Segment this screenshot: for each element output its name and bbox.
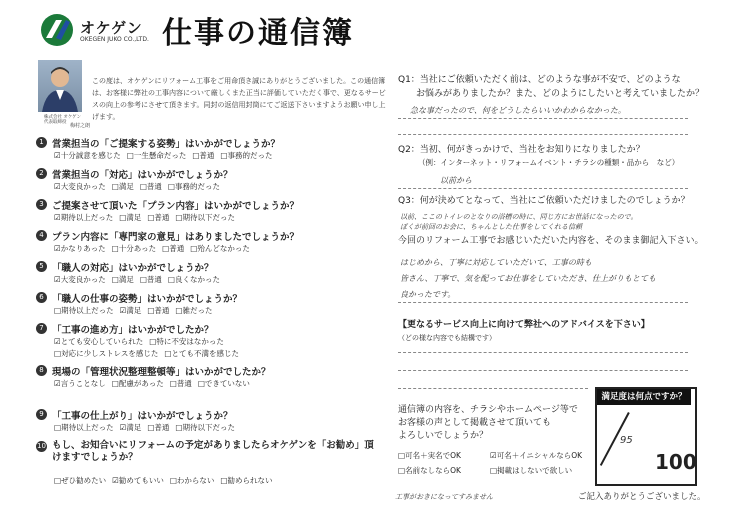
question-number: 6	[36, 292, 47, 303]
ceo-photo	[38, 60, 82, 112]
question-text: もし、お知合いにリフォームの予定がありましたらオケゲンを「お勧め」頂けますでしょうか？	[52, 440, 374, 463]
question-number: 1	[36, 137, 47, 148]
option-row	[54, 378, 256, 389]
answer-option[interactable]: □とても不満を感じた	[164, 349, 239, 358]
q2-answer: 以前から	[440, 176, 472, 185]
ceo-title: 株式会社 オケゲン 代表取締役	[44, 115, 82, 125]
option-row	[54, 274, 226, 285]
ceo-name: 梅村之朗	[70, 123, 91, 129]
thanks-text: ご記入ありがとうございました。	[578, 492, 706, 502]
option-row	[54, 150, 279, 161]
question-text: 「職人の仕事の姿勢」はいかがでしょうか？	[52, 294, 243, 305]
answer-option[interactable]: □良くなかった	[167, 275, 221, 284]
consent-option-4[interactable]: □掲載はしないで欲しい	[490, 466, 573, 475]
answer-option[interactable]: □期待以下だった	[175, 423, 236, 432]
answer-option[interactable]: □普通	[192, 151, 215, 160]
answer-option[interactable]: □十分あった	[111, 244, 157, 253]
question-number: 2	[36, 168, 47, 179]
answer-option[interactable]: □できていない	[197, 379, 250, 388]
answer-option[interactable]: □普通	[169, 379, 192, 388]
score-heading: 満足度は何点ですか？	[597, 389, 691, 405]
option-row	[54, 475, 279, 486]
q1-text: Q1：当社にご依頼いただく前は、どのような事が不安で、どのような お悩みがありましたか？また、どのようにしたいと考えていましたか？	[398, 75, 705, 99]
answer-option[interactable]: □期待以上だった	[54, 423, 114, 432]
answer-option[interactable]: □事務的だった	[167, 182, 221, 191]
answer-option[interactable]: ☑満足	[119, 423, 142, 432]
question-text: 「工事の進め方」はいかがでしたか？	[52, 325, 214, 336]
consent-text: 通信簿の内容を、チラシやホームページ等で お客様の声として掲載させて頂いても よろしいでしょうか？	[398, 405, 578, 441]
answer-option[interactable]: ☑大変良かった	[54, 275, 106, 284]
option-row	[54, 212, 241, 223]
answer-option[interactable]: □殆んどなかった	[190, 244, 250, 253]
question-number: 8	[36, 365, 47, 376]
footer-handwriting: 工事がおきになってすみません	[395, 493, 493, 501]
advice-heading: 【更なるサービス向上に向けて弊社へのアドバイスを下さい】	[398, 320, 650, 330]
answer-option[interactable]: □対応に少しストレスを感じた	[54, 349, 159, 358]
q3-text: Q3：何が決めてとなって、当社にご依頼いただけましたのでしょうか？	[398, 196, 690, 206]
answer-option[interactable]: □勧められない	[220, 476, 273, 485]
answer-option[interactable]: □満足	[119, 213, 142, 222]
answer-line	[398, 134, 688, 135]
advice-line	[398, 388, 588, 389]
advice-line	[398, 352, 688, 353]
question-text: ご提案させて頂いた「プラン内容」はいかがでしょうか？	[52, 201, 300, 212]
option-row	[54, 422, 241, 433]
answer-option[interactable]: ☑言うことなし	[54, 379, 106, 388]
question-number: 9	[36, 409, 47, 420]
option-row	[54, 336, 230, 347]
option-row	[54, 243, 256, 254]
company-name-en: OKEGEN JUKO CO.,LTD.	[80, 36, 149, 43]
answer-option[interactable]: □満足	[111, 182, 134, 191]
option-row	[54, 348, 245, 359]
answer-option[interactable]: □普通	[139, 182, 162, 191]
advice-line	[398, 370, 688, 371]
answer-option[interactable]: ☑十分誠意を感じた	[54, 151, 121, 160]
consent-option-2[interactable]: ☑可名＋イニシャルならOK	[490, 451, 583, 460]
answer-option[interactable]: □普通	[147, 423, 170, 432]
option-row	[54, 305, 219, 316]
logo-icon	[38, 12, 76, 48]
answer-line	[398, 118, 688, 119]
q1-answer: 急な事だったので、何をどうしたらいいかわからなかった。	[410, 106, 626, 115]
q3-answer-2: ぼくが前回のお会に、ちゃんとした仕事をしてくれる信頼	[400, 223, 582, 231]
q3-answer-1: 以前、ここのトイレのとなりの浴槽の時に、同じ方にお世話になったので。	[400, 213, 638, 221]
answer-option[interactable]: ☑とても安心していられた	[54, 337, 144, 346]
question-number: 5	[36, 261, 47, 272]
question-text: 「職人の対応」はいかがでしょうか？	[52, 263, 214, 274]
q4-answer-3: 良かったです。	[400, 290, 456, 299]
answer-option[interactable]: ☑かなりあった	[54, 244, 106, 253]
answer-option[interactable]: □特に不安はなかった	[149, 337, 224, 346]
question-number: 10	[37, 442, 46, 450]
answer-option[interactable]: ☑勧めてもいい	[112, 476, 164, 485]
question-number: 3	[36, 199, 47, 210]
q2-example: （例：インターネット・リフォームイベント・チラシの種類・品から など）	[418, 158, 680, 167]
answer-option[interactable]: □普通	[139, 275, 162, 284]
answer-option[interactable]: □わからない	[169, 476, 215, 485]
answer-option[interactable]: □期待以上だった	[54, 306, 114, 315]
answer-option[interactable]: □普通	[147, 306, 170, 315]
score-value: 95	[620, 435, 633, 446]
answer-line	[398, 302, 688, 303]
advice-sub: （どの様な内容でも結構です）	[398, 334, 496, 342]
answer-option[interactable]: □満足	[111, 275, 134, 284]
question-number: 7	[36, 323, 47, 334]
answer-option[interactable]: □ぜひ勧めたい	[54, 476, 107, 485]
q4-answer-2: 皆さん、丁寧で、気を配ってお仕事をしていただき、仕上がりもとても	[400, 274, 656, 283]
consent-option-3[interactable]: □名前なしならOK	[398, 466, 461, 475]
question-text: 「工事の仕上がり」はいかがでしょうか？	[52, 411, 233, 422]
q2-text: Q2：当初、何がきっかけで、当社をお知りになりましたか？	[398, 145, 645, 155]
answer-option[interactable]: □雑だった	[175, 306, 213, 315]
answer-option[interactable]: ☑期待以上だった	[54, 213, 114, 222]
answer-line	[398, 188, 688, 189]
page-title: 仕事の通信簿	[162, 16, 354, 51]
answer-option[interactable]: □期待以下だった	[175, 213, 236, 222]
answer-option[interactable]: □一生懸命だった	[126, 151, 187, 160]
question-text: 現場の「管理状況整理整頓等」はいかがでしたか？	[52, 367, 271, 378]
option-row	[54, 181, 226, 192]
q4-answer-1: はじめから、丁寧に対応していただいて、工事の時も	[400, 258, 592, 267]
intro-text: この度は、オケゲンにリフォーム工事をご用命頂き誠にありがとうございました。この通信簿は、お客様に弊社の工事内容について厳しくまた正当に評価していただく事で、更なるサービスの向上の参考にさせて頂きます。同封の返信用封筒にてご返送下さいますようお願い申し上げます。	[92, 77, 386, 121]
company-name: オケゲン	[80, 19, 143, 37]
question-text: 営業担当の「対応」はいかがでしょうか？	[52, 170, 233, 181]
q4-text: 今回のリフォーム工事でお感じいただいた内容を、そのまま御記入下さい。	[398, 236, 704, 246]
consent-option-1[interactable]: □可名＋実名でOK	[398, 451, 461, 460]
answer-option[interactable]: □配慮があった	[111, 379, 164, 388]
answer-option[interactable]: ☑満足	[119, 306, 142, 315]
question-text: プラン内容に「専門家の意見」はありましたでしょうか？	[52, 232, 300, 243]
question-number: 4	[36, 230, 47, 241]
answer-option[interactable]: □普通	[162, 244, 185, 253]
answer-option[interactable]: □普通	[147, 213, 170, 222]
answer-option[interactable]: ☑大変良かった	[54, 182, 106, 191]
answer-option[interactable]: □事務的だった	[220, 151, 273, 160]
score-max: 100	[655, 450, 697, 474]
question-text: 営業担当の「ご提案する姿勢」はいかがでしょうか？	[52, 139, 281, 150]
